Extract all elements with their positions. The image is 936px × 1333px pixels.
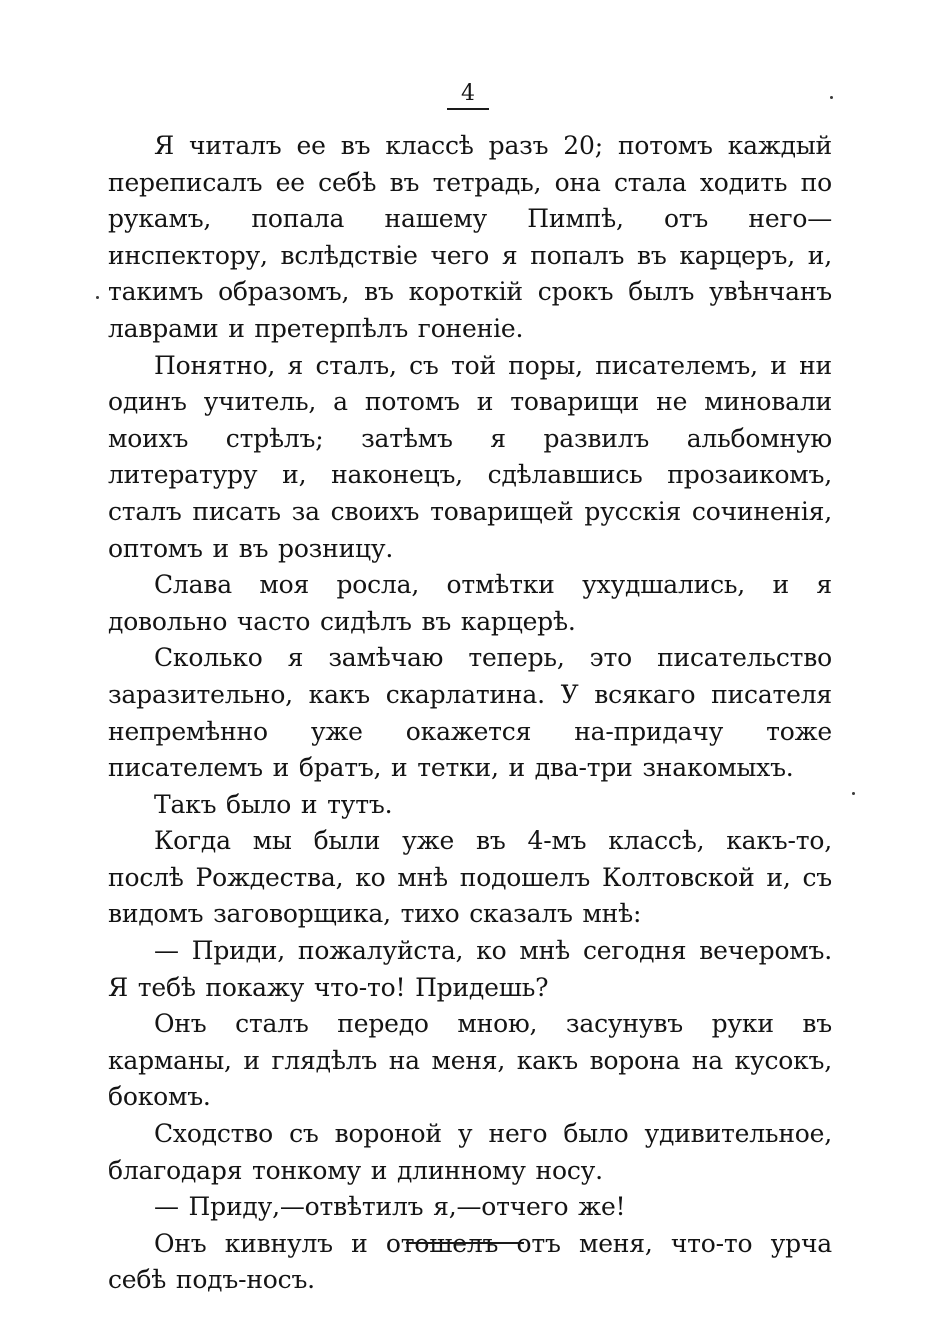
end-rule [406, 1242, 524, 1244]
print-speck [830, 96, 833, 99]
paragraph-4: Сколько я замѣчаю теперь, это писательство заразительно, какъ скарлатина. У всякаго писателя непремѣнно уже окажется на-придачу тоже писателемъ и братъ, и тетки, и два-три знакомыхъ. [108, 643, 832, 783]
paragraph-10: — Приду,—отвѣтилъ я,—отчего же! [154, 1192, 626, 1222]
print-speck [852, 792, 855, 795]
paragraph-3: Слава моя росла, отмѣтки ухудшались, и я довольно часто сидѣлъ въ карцерѣ. [108, 570, 832, 636]
page-number [0, 80, 936, 110]
paragraph-2: Понятно, я сталъ, съ той поры, писателемъ, и ни одинъ учитель, а потомъ и товарищи не миновали моихъ стрѣлъ; затѣмъ я развилъ альбомную литературу и, наконецъ, сдѣлавшись прозаикомъ, сталъ писать за своихъ товарищей русскія сочиненія, оптомъ и въ розницу. [108, 350, 832, 563]
paragraph-11: Онъ кивнулъ и отошелъ отъ меня, что-то урча себѣ подъ-носъ. [108, 1228, 832, 1295]
paragraph-1: Я читалъ ее въ классѣ разъ 20; потомъ каждый переписалъ ее себѣ въ тетрадь, она стала ходить по рукамъ, попала нашему Пимпѣ, отъ него—инспектору, вслѣдствіе чего я попалъ въ карцеръ, и, такимъ образомъ, въ короткій срокъ былъ увѣнчанъ лаврами и претерпѣлъ гоненіе. [108, 131, 832, 343]
paragraph-7: — Приди, пожалуйста, ко мнѣ сегодня вечеромъ. Я тебѣ покажу что-то! Придешь? [108, 936, 832, 1002]
paragraph-9: Сходство съ вороной у него было удивительное, благодаря тонкому и длинному носу. [108, 1119, 832, 1185]
paragraph-8: Онъ сталъ передо мною, засунувъ руки въ карманы, и глядѣлъ на меня, какъ ворона на кусокъ, бокомъ. [108, 1009, 832, 1112]
print-speck [96, 296, 99, 299]
page-number-value: 4 [447, 80, 489, 110]
paragraph-5: Такъ было и тутъ. [154, 789, 393, 819]
paragraph-6: Когда мы были уже въ 4-мъ классѣ, какъ-то, послѣ Рождества, ко мнѣ подошелъ Колтовской и, съ видомъ заговорщика, тихо сказалъ мнѣ: [108, 826, 832, 929]
body-text [108, 128, 832, 1299]
